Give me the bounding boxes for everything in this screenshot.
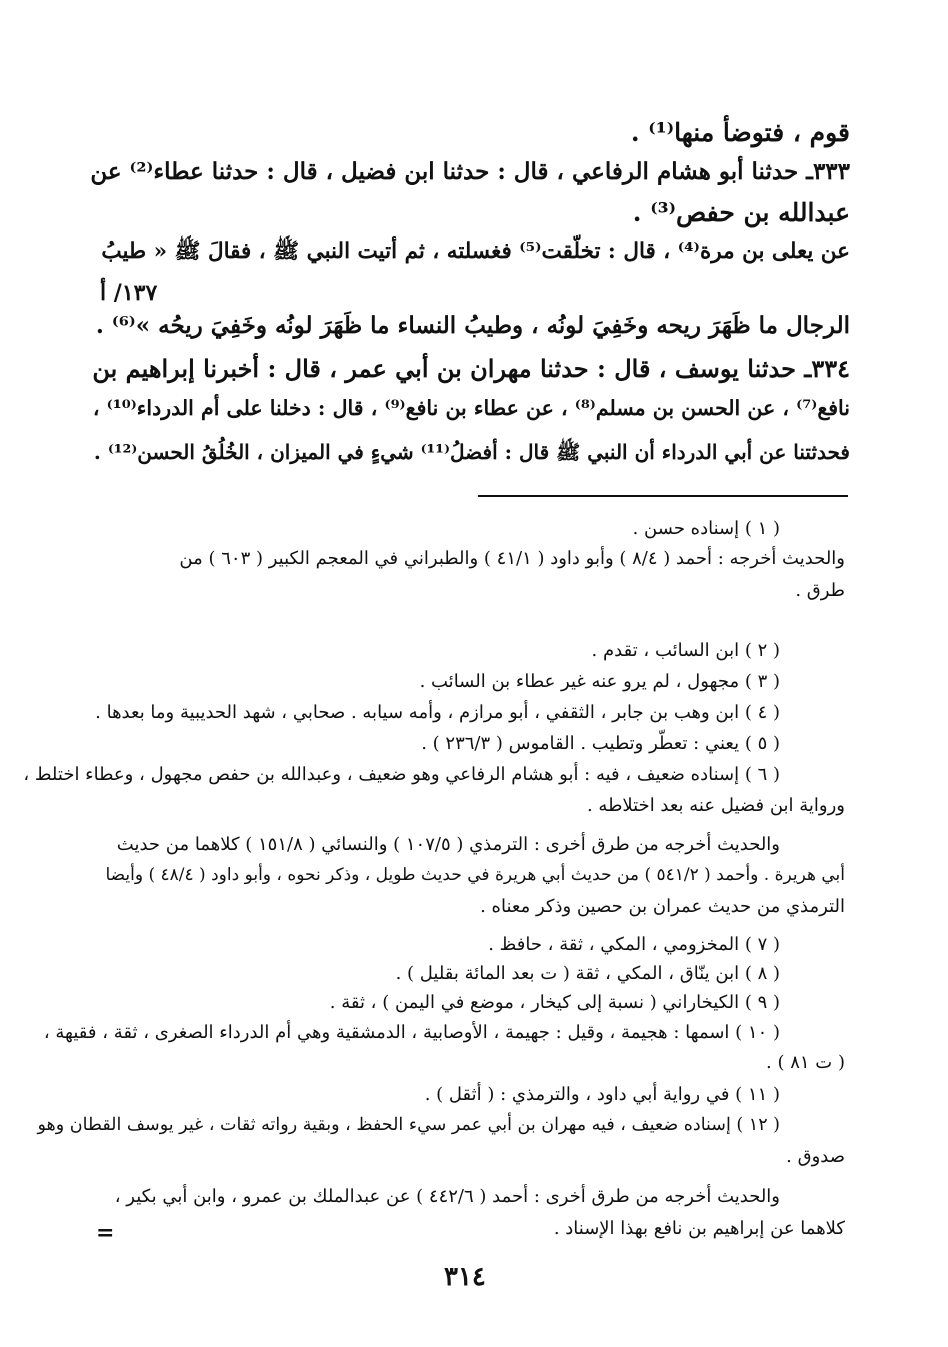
manuscript-folio-mark: ١٣٧/ أ bbox=[100, 280, 158, 306]
main-text-line: ٣٣٤ـ حدثنا يوسف ، قال : حدثنا مهران بن أبي عمر ، قال : أخبرنا إبراهيم بن bbox=[92, 354, 850, 383]
footnote-line: والحديث أخرجه : أحمد ( ٨/٤ ) وأبو داود ( ٤١/١ ) والطبراني في المعجم الكبير ( ٦٠٣ ) من bbox=[179, 548, 845, 569]
main-text-line: نافع⁽⁷⁾ ، عن الحسن بن مسلم⁽⁸⁾ ، عن عطاء بن نافع⁽⁹⁾ ، قال : دخلنا على أم الدرداء⁽¹⁰⁾ ، bbox=[92, 396, 850, 420]
page-number: ٣١٤ bbox=[444, 1262, 486, 1292]
footnote-line: والحديث أخرجه من طرق أخرى : أحمد ( ٤٤٢/٦ ) عن عبدالملك بن عمرو ، وابن أبي بكير ، bbox=[114, 1186, 780, 1207]
footnote-line: ( ١٠ ) اسمها : هجيمة ، وقيل : جهيمة ، الأوصابية ، الدمشقية وهي أم الدرداء الصغرى ، ثقة ، فقيهة ، bbox=[43, 1022, 780, 1043]
footnote-line: صدوق . bbox=[786, 1146, 845, 1167]
continuation-mark: = bbox=[96, 1220, 115, 1246]
footnote-line: ( ٤ ) ابن وهب بن جابر ، الثقفي ، أبو مرازم ، وأمه سيابه . صحابي ، شهد الحديبية وما بعدها . bbox=[95, 702, 780, 723]
main-text-line: الرجال ما ظَهَرَ ريحه وخَفِيَ لونُه ، وطيبُ النساء ما ظَهَرَ لونُه وخَفِيَ ريحُه »⁽⁶⁾ . bbox=[95, 312, 850, 339]
footnote-line: ( ٦ ) إسناده ضعيف ، فيه : أبو هشام الرفاعي وهو ضعيف ، وعبدالله بن حفص مجهول ، وعطاء اختلط ، bbox=[23, 764, 780, 785]
footnote-line: ( ٧ ) المخزومي ، المكي ، ثقة ، حافظ . bbox=[488, 934, 780, 955]
footnote-line: ( ١١ ) في رواية أبي داود ، والترمذي : ( أثقل ) . bbox=[424, 1084, 780, 1105]
footnote-line: كلاهما عن إبراهيم بن نافع بهذا الإسناد . bbox=[553, 1218, 845, 1239]
footnote-line: ( ١ ) إسناده حسن . bbox=[632, 518, 780, 539]
footnote-line: ( ٨ ) ابن ينّاق ، المكي ، ثقة ( ت بعد المائة بقليل ) . bbox=[395, 963, 780, 984]
main-text-line: قوم ، فتوضأ منها⁽¹⁾ . bbox=[630, 118, 850, 147]
footnote-line: ( ٥ ) يعني : تعطّر وتطيب . القاموس ( ٢٣٦/٣ ) . bbox=[421, 733, 780, 754]
main-text-line: ٣٣٣ـ حدثنا أبو هشام الرفاعي ، قال : حدثنا ابن فضيل ، قال : حدثنا عطاء⁽²⁾ عن bbox=[90, 158, 850, 185]
main-text-line: عن يعلى بن مرة⁽⁴⁾ ، قال : تخلّقت⁽⁵⁾ فغسلته ، ثم أتيت النبي ﷺ ، فقالَ ﷺ « طيبُ bbox=[101, 239, 850, 264]
footnote-line: ( ت ٨١ ) . bbox=[766, 1052, 845, 1073]
footnote-line: ( ٢ ) ابن السائب ، تقدم . bbox=[591, 640, 780, 661]
footnote-line: ( ١٢ ) إسناده ضعيف ، فيه مهران بن أبي عمر سيء الحفظ ، وبقية رواته ثقات ، غير يوسف القطان وهو bbox=[37, 1115, 780, 1135]
footnote-line: ( ٣ ) مجهول ، لم يرو عنه غير عطاء بن السائب . bbox=[419, 671, 780, 692]
footnote-line: ( ٩ ) الكيخاراني ( نسبة إلى كيخار ، موضع في اليمن ) ، ثقة . bbox=[329, 992, 780, 1013]
footnote-line: طرق . bbox=[795, 580, 845, 601]
main-text-line: عبدالله بن حفص⁽³⁾ . bbox=[632, 198, 850, 227]
footnote-line: الترمذي من حديث عمران بن حصين وذكر معناه . bbox=[480, 896, 845, 917]
main-text-line: فحدثتنا عن أبي الدرداء أن النبي ﷺ قال : أفضلُ⁽¹¹⁾ شيءٍ في الميزان ، الخُلُقُ الحسن⁽¹²⁾ . bbox=[93, 440, 850, 464]
footnote-line: ورواية ابن فضيل عنه بعد اختلاطه . bbox=[586, 795, 845, 816]
footnote-line: أبي هريرة . وأحمد ( ٥٤١/٢ ) من حديث أبي هريرة في حديث طويل ، وذكر نحوه ، وأبو داود ( ٤٨/٤ ) وأيضا bbox=[105, 865, 845, 885]
footnote-line: والحديث أخرجه من طرق أخرى : الترمذي ( ١٠٧/٥ ) والنسائي ( ١٥١/٨ ) كلاهما من حديث bbox=[116, 834, 780, 855]
footnote-separator bbox=[478, 495, 848, 497]
